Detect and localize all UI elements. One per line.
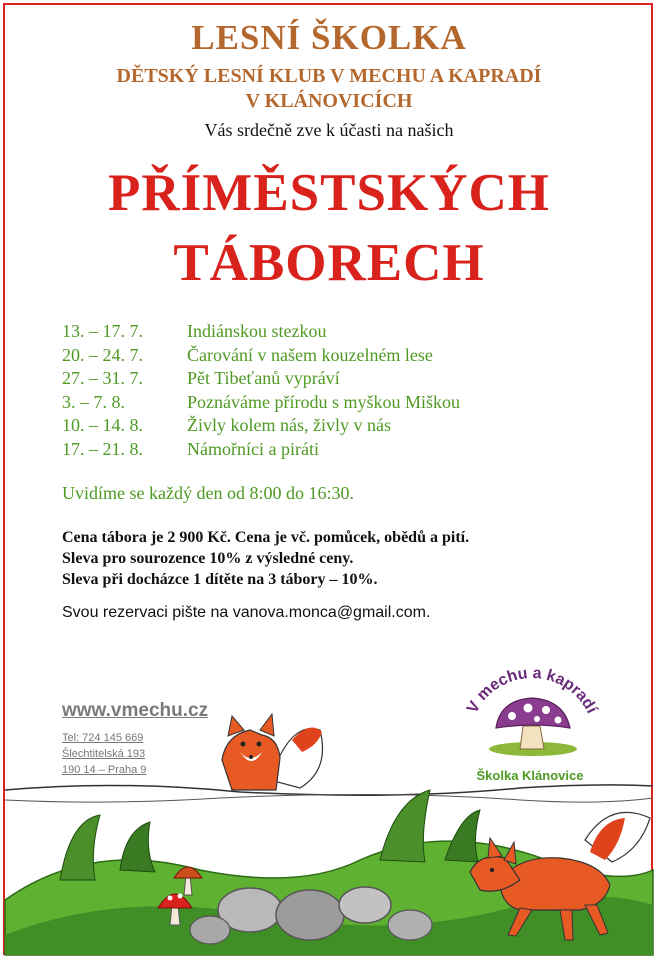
- schedule-theme: Poznáváme přírodu s myškou Miškou: [187, 391, 460, 412]
- website-link[interactable]: www.vmechu.cz: [62, 700, 209, 721]
- schedule-date: 27. – 31. 7.: [62, 368, 143, 388]
- daily-hours: Uvidíme se každý den od 8:00 do 16:30.: [62, 483, 354, 503]
- headline-line-1: PŘÍMĚSTSKÝCH: [108, 164, 550, 222]
- mushroom-logo-icon: [489, 698, 577, 756]
- logo-bottom-text: Školka Klánovice: [476, 768, 584, 783]
- schedule-date: 10. – 14. 8.: [62, 415, 143, 435]
- invitation-text: Vás srdečně zve k účasti na našich: [204, 120, 454, 140]
- subtitle-line-2: V KLÁNOVICÍCH: [245, 90, 413, 112]
- multi-camp-discount-line: Sleva při docházce 1 dítěte na 3 tábory – 10%.: [62, 571, 378, 588]
- street-address: Šlechtitelská 193: [62, 748, 146, 760]
- schedule-theme: Živly kolem nás, živly v nás: [187, 415, 391, 435]
- sibling-discount-line: Sleva pro sourozence 10% z výsledné ceny.: [62, 550, 354, 567]
- sitting-fox-icon: [222, 714, 323, 790]
- city-address: 190 14 – Praha 9: [62, 764, 147, 776]
- price-line: Cena tábora je 2 900 Kč. Cena je vč. pomůcek, obědů a pití.: [62, 529, 470, 546]
- schedule-date: 3. – 7. 8.: [62, 391, 125, 412]
- schedule-theme: Námořníci a piráti: [187, 438, 319, 459]
- schedule-theme: Pět Tibeťanů vypráví: [187, 368, 340, 388]
- school-logo: [464, 665, 600, 783]
- schedule-theme: Čarování v našem kouzelném lese: [187, 344, 433, 365]
- schedule-date: 17. – 21. 8.: [62, 438, 143, 459]
- schedule-date: 20. – 24. 7.: [62, 344, 143, 365]
- schedule-date: 13. – 17. 7.: [62, 321, 143, 341]
- poster-title: LESNÍ ŠKOLKA: [191, 18, 467, 57]
- phone-number: Tel: 724 145 669: [62, 732, 144, 744]
- schedule-theme: Indiánskou stezkou: [187, 321, 327, 341]
- subtitle-line-1: DĚTSKÝ LESNÍ KLUB V MECHU A KAPRADÍ: [116, 65, 542, 87]
- headline-line-2: TÁBORECH: [173, 234, 485, 292]
- logo-arc-text: V mechu a kapradí: [464, 664, 601, 717]
- reservation-text: Svou rezervaci pište na vanova.monca@gmail.com.: [62, 604, 431, 621]
